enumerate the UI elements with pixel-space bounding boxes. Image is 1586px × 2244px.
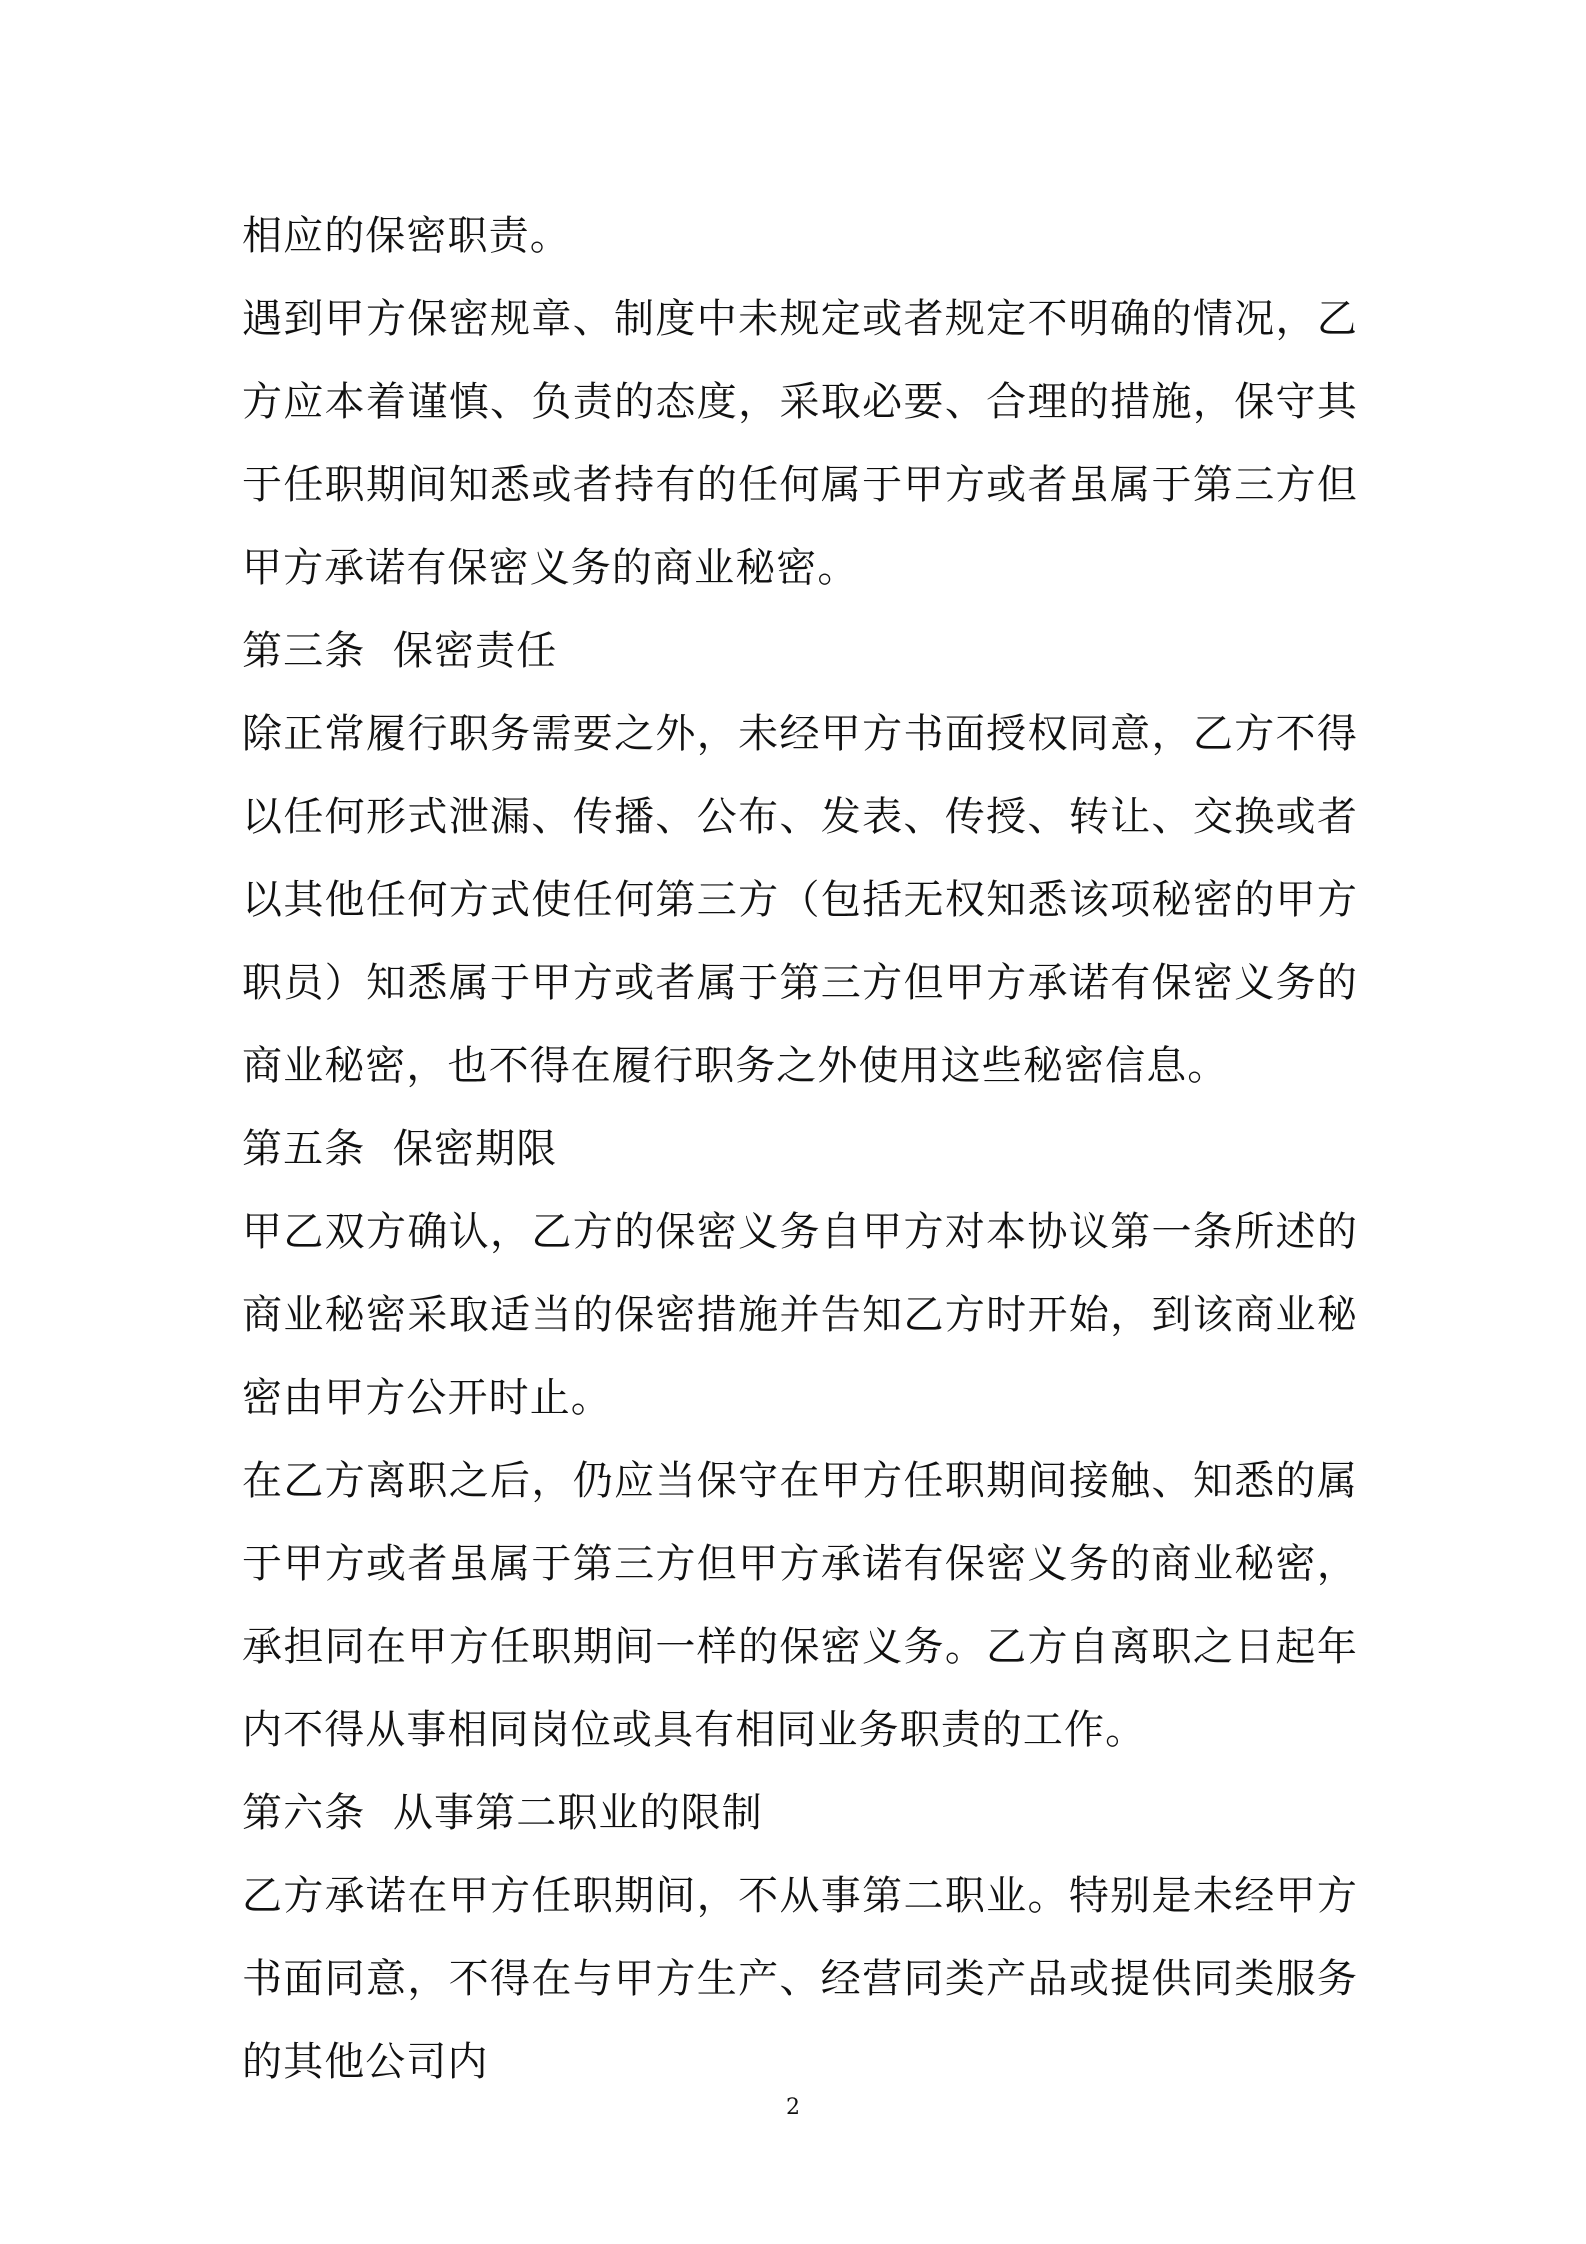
paragraph-confidentiality-duty: 除正常履行职务需要之外，未经甲方书面授权同意，乙方不得以任何形式泄漏、传播、公布、发表、传授、转让、交换或者以其他任何方式使任何第三方（包括无权知悉该项秘密的甲方职员）知悉属于甲方或者属于第三方但甲方承诺有保密义务的商业秘密，也不得在履行职务之外使用这些秘密信息。 bbox=[242, 711, 1358, 1089]
heading-article-5: 第五条 保密期限 bbox=[242, 1126, 558, 1172]
paragraph-second-job: 乙方承诺在甲方任职期间，不从事第二职业。特别是未经甲方书面同意，不得在与甲方生产、经营同类产品或提供同类服务的其他公司内 bbox=[242, 1873, 1358, 2085]
heading-article-6: 第六条 从事第二职业的限制 bbox=[242, 1790, 763, 1836]
paragraph-undefined-rules: 遇到甲方保密规章、制度中未规定或者规定不明确的情况，乙方应本着谨慎、负责的态度，采取必要、合理的措施，保守其于任职期间知悉或者持有的任何属于甲方或者虽属于第三方但甲方承诺有保密义务的商业秘密。 bbox=[242, 296, 1358, 591]
paragraph-post-employment: 在乙方离职之后，仍应当保守在甲方任职期间接触、知悉的属于甲方或者虽属于第三方但甲方承诺有保密义务的商业秘密，承担同在甲方任职期间一样的保密义务。乙方自离职之日起年内不得从事相同岗位或具有相同业务职责的工作。 bbox=[242, 1458, 1358, 1753]
page-number: 2 bbox=[786, 2095, 800, 2120]
paragraph-continuation: 相应的保密职责。 bbox=[242, 213, 571, 259]
paragraph-confidentiality-term: 甲乙双方确认，乙方的保密义务自甲方对本协议第一条所述的商业秘密采取适当的保密措施并告知乙方时开始，到该商业秘密由甲方公开时止。 bbox=[242, 1209, 1358, 1421]
heading-article-3: 第三条 保密责任 bbox=[242, 628, 558, 674]
document-body bbox=[242, 195, 1358, 2104]
